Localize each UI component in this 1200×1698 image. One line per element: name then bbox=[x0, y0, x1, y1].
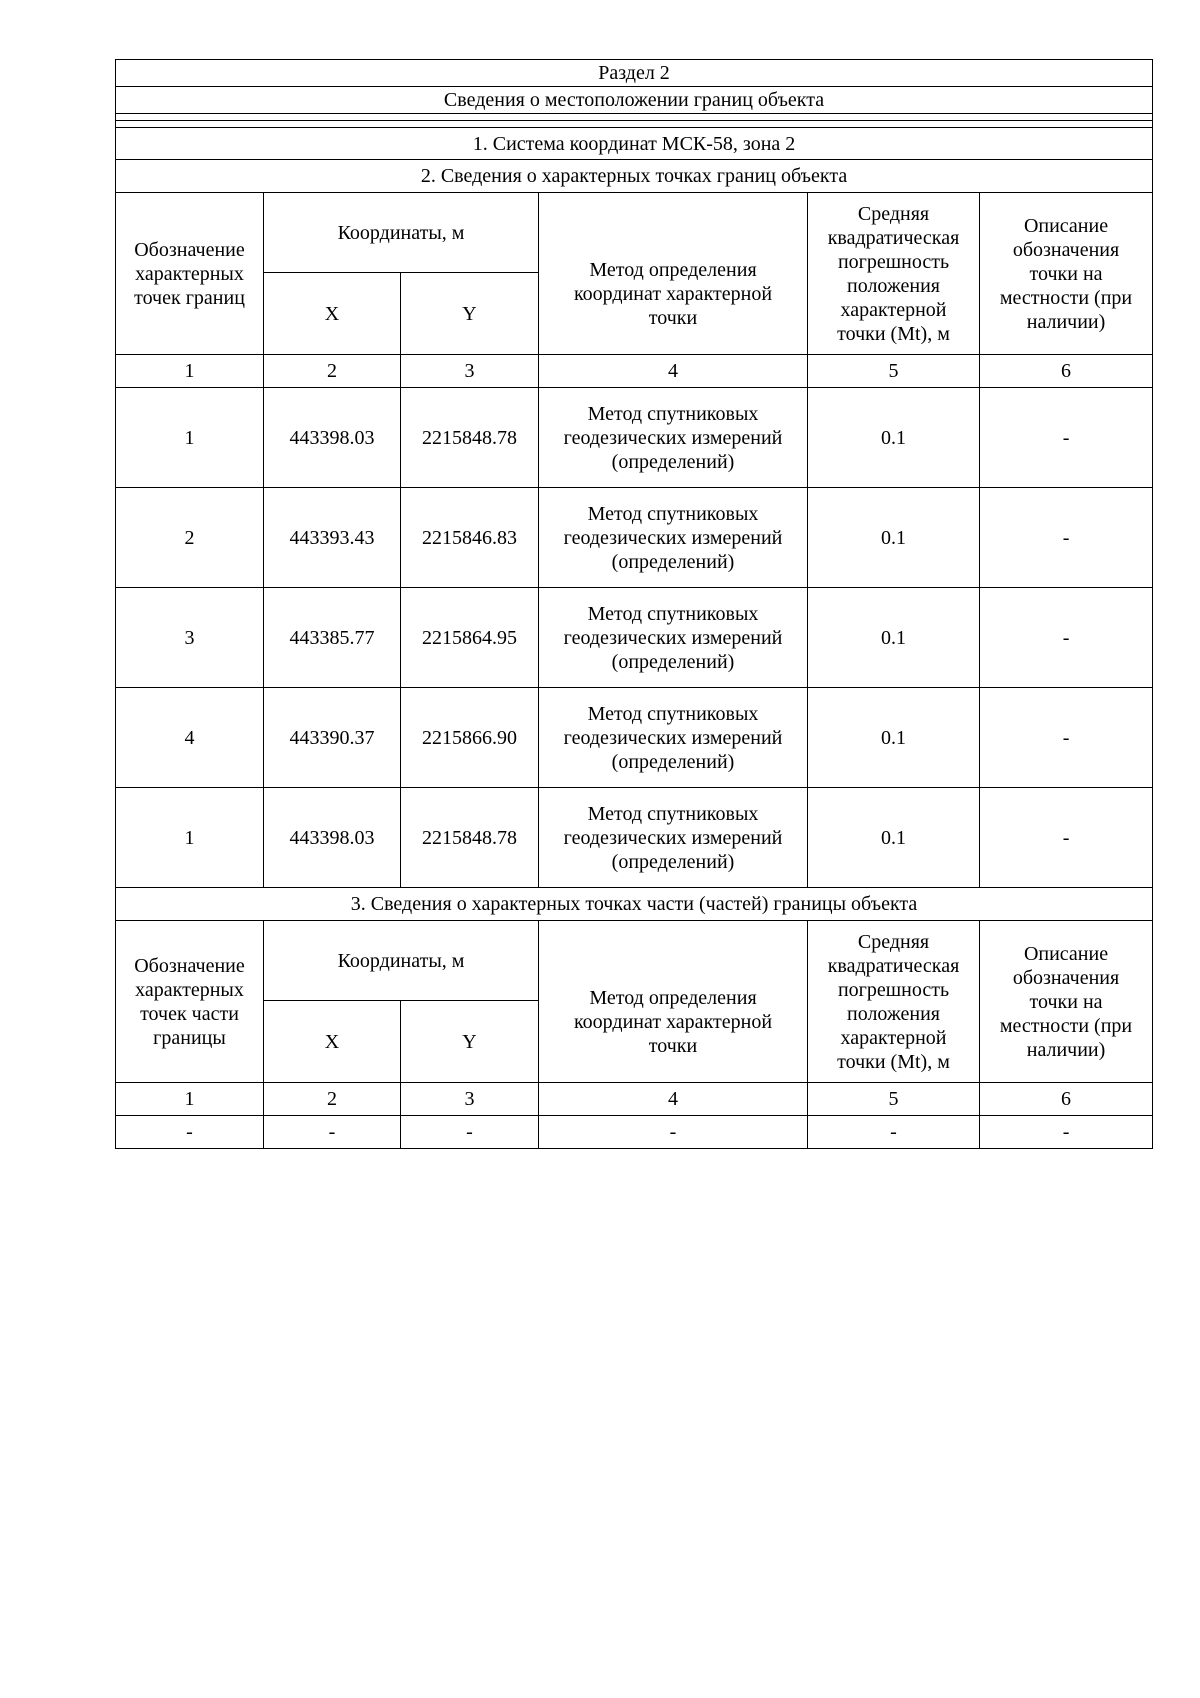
column-number: 6 bbox=[980, 355, 1153, 388]
cell-empty: - bbox=[808, 1116, 980, 1149]
table-row bbox=[116, 1116, 1153, 1149]
column-number: 1 bbox=[116, 1083, 264, 1116]
cell-y: 2215846.83 bbox=[401, 488, 539, 588]
cell-x: 443393.43 bbox=[264, 488, 401, 588]
cell-error: 0.1 bbox=[808, 688, 980, 788]
cell-description: - bbox=[980, 688, 1153, 788]
cell-y: 2215848.78 bbox=[401, 388, 539, 488]
column-numbers-row bbox=[116, 355, 1153, 388]
column-number: 2 bbox=[264, 355, 401, 388]
column-number: 2 bbox=[264, 1083, 401, 1116]
header-coordinates: Координаты, м bbox=[264, 193, 539, 273]
header-x: X bbox=[264, 273, 401, 355]
cell-y: 2215848.78 bbox=[401, 788, 539, 888]
header-method: Метод определения координат характерной точки bbox=[539, 193, 808, 355]
header-designation: Обозначение характерных точек части границы bbox=[116, 921, 264, 1083]
cell-point: 2 bbox=[116, 488, 264, 588]
cell-description: - bbox=[980, 588, 1153, 688]
cell-point: 1 bbox=[116, 388, 264, 488]
cell-method: Метод спутниковых геодезических измерений (определений) bbox=[539, 388, 808, 488]
cell-x: 443385.77 bbox=[264, 588, 401, 688]
cell-error: 0.1 bbox=[808, 488, 980, 588]
column-number: 4 bbox=[539, 1083, 808, 1116]
table-row bbox=[116, 688, 1153, 788]
boundary-table bbox=[115, 59, 1153, 1149]
cell-y: 2215866.90 bbox=[401, 688, 539, 788]
cell-error: 0.1 bbox=[808, 588, 980, 688]
column-number: 5 bbox=[808, 355, 980, 388]
cell-point: 3 bbox=[116, 588, 264, 688]
cell-empty: - bbox=[980, 1116, 1153, 1149]
header-description: Описание обозначения точки на местности (при наличии) bbox=[980, 921, 1153, 1083]
header-description: Описание обозначения точки на местности (при наличии) bbox=[980, 193, 1153, 355]
column-numbers-row bbox=[116, 1083, 1153, 1116]
header-y: Y bbox=[401, 273, 539, 355]
column-number: 4 bbox=[539, 355, 808, 388]
table-row bbox=[116, 388, 1153, 488]
header-coordinates: Координаты, м bbox=[264, 921, 539, 1001]
cell-point: 1 bbox=[116, 788, 264, 888]
column-number: 3 bbox=[401, 355, 539, 388]
cell-description: - bbox=[980, 788, 1153, 888]
cell-description: - bbox=[980, 488, 1153, 588]
cell-method: Метод спутниковых геодезических измерений (определений) bbox=[539, 588, 808, 688]
cell-x: 443398.03 bbox=[264, 388, 401, 488]
cell-description: - bbox=[980, 388, 1153, 488]
header-method: Метод определения координат характерной точки bbox=[539, 921, 808, 1083]
cell-empty: - bbox=[539, 1116, 808, 1149]
section-label: Раздел 2 bbox=[116, 60, 1153, 87]
header-y: Y bbox=[401, 1001, 539, 1083]
column-number: 1 bbox=[116, 355, 264, 388]
cell-method: Метод спутниковых геодезических измерений (определений) bbox=[539, 688, 808, 788]
cell-y: 2215864.95 bbox=[401, 588, 539, 688]
spacer-row bbox=[116, 121, 1153, 128]
part3-heading: 3. Сведения о характерных точках части (частей) границы объекта bbox=[116, 888, 1153, 921]
document-sheet bbox=[115, 59, 1152, 1149]
cell-empty: - bbox=[116, 1116, 264, 1149]
spacer-row bbox=[116, 114, 1153, 121]
cell-method: Метод спутниковых геодезических измерений (определений) bbox=[539, 788, 808, 888]
cell-error: 0.1 bbox=[808, 388, 980, 488]
cell-point: 4 bbox=[116, 688, 264, 788]
table-row bbox=[116, 488, 1153, 588]
cell-error: 0.1 bbox=[808, 788, 980, 888]
header-error: Средняя квадратическая погрешность положения характерной точки (Mt), м bbox=[808, 193, 980, 355]
cell-x: 443398.03 bbox=[264, 788, 401, 888]
table-row bbox=[116, 788, 1153, 888]
header-error: Средняя квадратическая погрешность положения характерной точки (Mt), м bbox=[808, 921, 980, 1083]
cell-empty: - bbox=[264, 1116, 401, 1149]
cell-method: Метод спутниковых геодезических измерений (определений) bbox=[539, 488, 808, 588]
column-number: 6 bbox=[980, 1083, 1153, 1116]
header-designation: Обозначение характерных точек границ bbox=[116, 193, 264, 355]
column-number: 5 bbox=[808, 1083, 980, 1116]
cell-x: 443390.37 bbox=[264, 688, 401, 788]
coordinate-system: 1. Система координат МСК-58, зона 2 bbox=[116, 128, 1153, 160]
table-row bbox=[116, 588, 1153, 688]
part2-heading: 2. Сведения о характерных точках границ объекта bbox=[116, 160, 1153, 193]
cell-empty: - bbox=[401, 1116, 539, 1149]
column-number: 3 bbox=[401, 1083, 539, 1116]
header-x: X bbox=[264, 1001, 401, 1083]
section-title: Сведения о местоположении границ объекта bbox=[116, 87, 1153, 114]
